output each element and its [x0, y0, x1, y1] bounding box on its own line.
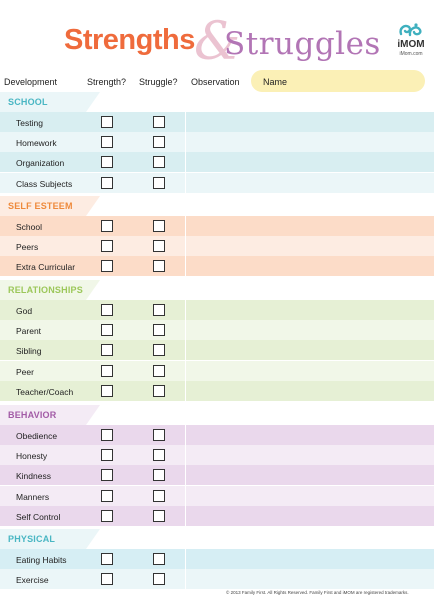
struggle-checkbox[interactable]: [153, 116, 165, 128]
struggle-checkbox[interactable]: [153, 156, 165, 168]
struggle-checkbox[interactable]: [153, 220, 165, 232]
section-title-label: SELF ESTEEM: [8, 201, 73, 211]
struggle-checkbox[interactable]: [153, 449, 165, 461]
title-strengths: Strengths: [64, 24, 195, 56]
struggle-checkbox[interactable]: [153, 490, 165, 502]
row-label: Kindness: [16, 471, 51, 482]
table-row: [0, 300, 434, 320]
observation-field[interactable]: [186, 361, 434, 381]
row-label: Obedience: [16, 431, 58, 441]
observation-field[interactable]: [186, 425, 434, 445]
strength-checkbox[interactable]: [101, 260, 113, 272]
row-label: Extra Curricular: [16, 262, 76, 273]
header-strength: Strength?: [87, 77, 127, 87]
logo-url: iMom.com: [399, 51, 423, 57]
row-label: Eating Habits: [16, 555, 67, 565]
observation-field[interactable]: [186, 506, 434, 526]
struggle-checkbox[interactable]: [153, 510, 165, 522]
header-observation: Observation: [191, 77, 240, 87]
row-label: Testing: [16, 118, 43, 128]
worksheet-title: [0, 12, 434, 72]
strength-checkbox[interactable]: [101, 240, 113, 252]
strength-checkbox[interactable]: [101, 429, 113, 441]
table-row: [0, 569, 434, 589]
struggle-checkbox[interactable]: [153, 304, 165, 316]
observation-field[interactable]: [186, 132, 434, 152]
observation-field[interactable]: [186, 486, 434, 506]
observation-field[interactable]: [186, 381, 434, 401]
row-label: Organization: [16, 158, 65, 169]
row-label: Peers: [16, 242, 39, 253]
strength-checkbox[interactable]: [101, 304, 113, 316]
section-title-label: BEHAVIOR: [8, 410, 57, 420]
table-row: [0, 216, 434, 236]
row-label: Sibling: [16, 346, 42, 357]
strength-checkbox[interactable]: [101, 177, 113, 189]
section-title-band-tip: [86, 196, 100, 216]
strength-checkbox[interactable]: [101, 156, 113, 168]
header-development: Development: [4, 77, 58, 87]
title-struggles: Struggles: [224, 26, 381, 62]
header-struggle: Struggle?: [139, 77, 178, 87]
strength-checkbox[interactable]: [101, 344, 113, 356]
observation-field[interactable]: [186, 300, 434, 320]
observation-field[interactable]: [186, 256, 434, 276]
table-row: [0, 132, 434, 152]
strength-checkbox[interactable]: [101, 490, 113, 502]
table-row: [0, 320, 434, 340]
table-row: [0, 445, 434, 465]
strength-checkbox[interactable]: [101, 116, 113, 128]
copyright-footer: © 2013 Family First. All Rights Reserved. Family First and iMOM are registered trademarks.: [226, 590, 409, 595]
struggle-checkbox[interactable]: [153, 324, 165, 336]
strength-checkbox[interactable]: [101, 510, 113, 522]
logo-name: iMOM: [397, 39, 425, 50]
section-title-school: [0, 92, 434, 112]
struggle-checkbox[interactable]: [153, 260, 165, 272]
struggle-checkbox[interactable]: [153, 344, 165, 356]
strength-checkbox[interactable]: [101, 553, 113, 565]
row-label: School: [16, 222, 42, 232]
imom-swirl-icon: [397, 22, 423, 40]
observation-field[interactable]: [186, 152, 434, 172]
table-row: [0, 173, 434, 193]
strength-checkbox[interactable]: [101, 365, 113, 377]
strength-checkbox[interactable]: [101, 469, 113, 481]
strength-checkbox[interactable]: [101, 324, 113, 336]
table-row: [0, 361, 434, 381]
table-row: [0, 236, 434, 256]
strength-checkbox[interactable]: [101, 220, 113, 232]
section-title-band-tip: [86, 280, 100, 300]
observation-field[interactable]: [186, 569, 434, 589]
title-ampersand: &: [194, 12, 241, 72]
struggle-checkbox[interactable]: [153, 365, 165, 377]
section-title-band-tip: [86, 92, 100, 112]
struggle-checkbox[interactable]: [153, 177, 165, 189]
row-label: Self Control: [16, 511, 61, 522]
struggle-checkbox[interactable]: [153, 553, 165, 565]
section-title-band-tip: [86, 405, 100, 425]
observation-field[interactable]: [186, 445, 434, 465]
row-label: Class Subjects: [16, 178, 73, 189]
row-label: Manners: [16, 491, 50, 502]
row-label: Teacher/Coach: [16, 386, 74, 397]
struggle-checkbox[interactable]: [153, 136, 165, 148]
table-row: [0, 465, 434, 485]
observation-field[interactable]: [186, 340, 434, 360]
table-row: [0, 425, 434, 445]
section-title-label: SCHOOL: [8, 97, 48, 107]
table-row: [0, 340, 434, 360]
strength-checkbox[interactable]: [101, 385, 113, 397]
row-label: Exercise: [16, 575, 49, 586]
section-title-label: RELATIONSHIPS: [8, 285, 83, 295]
struggle-checkbox[interactable]: [153, 240, 165, 252]
row-label: Parent: [16, 326, 42, 337]
table-row: [0, 486, 434, 506]
struggle-checkbox[interactable]: [153, 429, 165, 441]
table-row: [0, 549, 434, 569]
observation-field[interactable]: [186, 216, 434, 236]
table-row: [0, 256, 434, 276]
section-title-behavior: [0, 405, 434, 425]
table-row: [0, 152, 434, 172]
struggle-checkbox[interactable]: [153, 385, 165, 397]
observation-field[interactable]: [186, 549, 434, 569]
row-label: Homework: [16, 138, 57, 149]
section-title-relation: [0, 280, 434, 300]
section-title-physical: [0, 529, 434, 549]
imom-logo: [389, 22, 429, 66]
observation-field[interactable]: [186, 465, 434, 485]
table-row: [0, 506, 434, 526]
observation-field[interactable]: [186, 173, 434, 193]
section-title-esteem: [0, 196, 434, 216]
table-row: [0, 112, 434, 132]
observation-field[interactable]: [186, 236, 434, 256]
observation-field[interactable]: [186, 112, 434, 132]
name-field[interactable]: [251, 70, 425, 92]
strength-checkbox[interactable]: [101, 449, 113, 461]
row-label: Honesty: [16, 451, 48, 462]
section-title-band-tip: [86, 529, 100, 549]
row-label: God: [16, 306, 33, 316]
section-title-label: PHYSICAL: [8, 534, 56, 544]
observation-field[interactable]: [186, 320, 434, 340]
column-header: [0, 70, 434, 92]
struggle-checkbox[interactable]: [153, 573, 165, 585]
row-label: Peer: [16, 366, 34, 377]
struggle-checkbox[interactable]: [153, 469, 165, 481]
table-row: [0, 381, 434, 401]
strength-checkbox[interactable]: [101, 573, 113, 585]
name-label: Name: [263, 77, 288, 87]
strength-checkbox[interactable]: [101, 136, 113, 148]
